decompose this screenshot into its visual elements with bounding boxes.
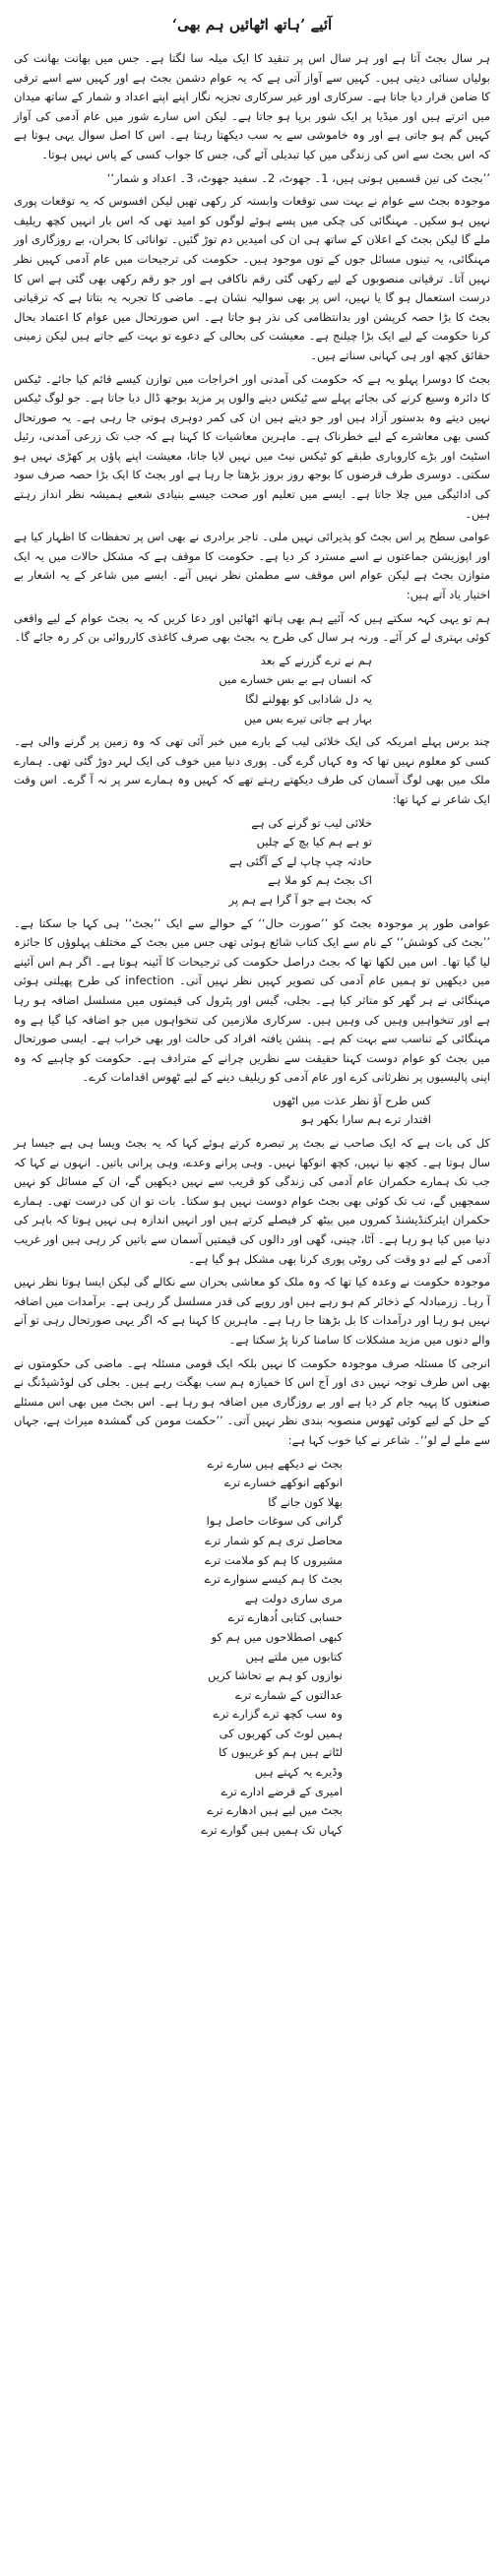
poem-line: بجٹ کا ہم کیسے سنوارے ترے (204, 1572, 343, 1587)
article-paragraph: ہر سال بجٹ آتا ہے اور ہر سال اس پر تنقید کا ایک میلہ سا لگتا ہے۔ جس میں بھانت بھانت کی بولیاں سنائی دیتی ہیں۔ کہیں سے آواز آتی ہے کہ یہ عوام دشمن بجٹ ہے اور کہیں سے اسے ترقی کا ضامن قرار دیا جاتا ہے۔ سرکاری اور غیر سرکاری تجزیہ نگار اپنے اپنے اعداد و شمار کے ساتھ میدان میں اترتے ہیں اور میڈیا پر ایک شور برپا ہو جاتا ہے۔ لیکن اس سارے شور میں عام آدمی کی آواز کہیں گم ہو جاتی ہے اور وہ خاموشی سے یہ سب دیکھتا رہتا ہے۔ اس کا اصل سوال یہی ہوتا ہے کہ اس بجٹ سے اس کی زندگی میں کیا تبدیلی آئے گی، جس کا جواب کسی کے پاس نہیں ہوتا۔ (14, 51, 490, 161)
poem-line: بہار ہے جاتی تیرے بس میں (243, 711, 372, 725)
poem-line: کس طرح آؤ نظر عذت میں اٹھوں (273, 1093, 431, 1107)
article-paragraph: بجٹ کا دوسرا پہلو یہ ہے کہ حکومت کی آمدنی اور اخراجات میں توازن کیسے قائم کیا جائے۔ ٹیکس کا دائرہ وسیع کرنے کی بجائے پہلے سے ٹیکس دینے والوں پر مزید بوجھ ڈال دیا جاتا ہے۔ جو لوگ ٹیکس نہیں دیتے وہ بدستور آزاد ہیں اور جو دیتے ہیں ان کی کمر دوہری ہوتی جا رہی ہے۔ یہ صورتحال کسی بھی معاشرے کے لیے خطرناک ہے۔ ماہرین معاشیات کا کہنا ہے کہ جب تک زرعی آمدنی، رئیل اسٹیٹ اور بڑے کاروباری طبقے کو ٹیکس نیٹ میں نہیں لایا جاتا، معیشت اپنے پاؤں پر کھڑی نہیں ہو سکتی۔ دوسری طرف قرضوں کا بوجھ روز بروز بڑھتا جا رہا ہے اور بجٹ کا ایک بڑا حصہ صرف سود کی ادائیگی میں چلا جاتا ہے۔ ایسے میں تعلیم اور صحت جیسے بنیادی شعبے ہمیشہ نظر انداز رہتے ہیں۔ (14, 371, 490, 521)
poem-line: حادثہ چپ چاپ لے کے آگئی ہے (228, 853, 372, 868)
poem-line: کتابوں میں ملتے ہیں (245, 1649, 343, 1664)
poem-line: نوازوں کو ہم بے تحاشا کریں (208, 1668, 343, 1683)
poem-line: بھلا کون جانے گا (268, 1494, 343, 1509)
poem-line: حسابی کتابی اُدھارے ترے (227, 1610, 343, 1625)
poem-line: بجٹ نے دیکھے ہیں سارے ترے (207, 1456, 343, 1471)
poem-line: انوکھے انوکھے خسارے ترے (223, 1476, 343, 1490)
poem-line: کہ انساں ہے بے بس خسارے میں (219, 672, 372, 687)
article-paragraph: عوامی سطح پر اس بجٹ کو پذیرائی نہیں ملی۔ تاجر برادری نے بھی اس پر تحفظات کا اظہار کیا ہے اور اپوزیشن جماعتوں نے اسے مسترد کر دیا ہے۔ حکومت کا موقف ہے کہ مشکل حالات میں یہ ایک متوازن بجٹ ہے لیکن عوام اس موقف سے مطمئن نظر نہیں آتے۔ ایسے میں شاعر کے یہ اشعار بے اختیار یاد آتے ہیں: (14, 530, 490, 602)
article-paragraph: کل کی بات ہے کہ ایک صاحب نے بجٹ پر تبصرہ کرتے ہوئے کہا کہ یہ بجٹ ویسا ہی ہے جیسا ہر سال ہوتا ہے۔ کچھ نیا نہیں، کچھ انوکھا نہیں۔ وہی پرانے وعدے، وہی پرانی باتیں۔ انہوں نے کہا کہ جب تک ہمارے حکمران عام آدمی کی زندگی کو قریب سے نہیں دیکھیں گے، ان کے مسائل کو نہیں سمجھیں گے، تب تک کوئی بھی بجٹ عوام دوست نہیں ہو سکتا۔ بات تو ان کی درست تھی۔ ہمارے حکمران ایئرکنڈیشنڈ کمروں میں بیٹھ کر فیصلے کرتے ہیں اور انہیں اندازہ ہی نہیں ہوتا کہ باہر کی دنیا میں کیا ہو رہا ہے۔ آٹا، چینی، گھی اور دالوں کی قیمتیں آسمان سے باتیں کر رہی ہیں اور غریب آدمی کے لیے دو وقت کی روٹی پوری کرنا بھی مشکل ہو گیا ہے۔ (14, 1136, 490, 1266)
article-paragraph: انرجی کا مسئلہ صرف موجودہ حکومت کا نہیں بلکہ ایک قومی مسئلہ ہے۔ ماضی کی حکومتوں نے بھی اس طرف توجہ نہیں دی اور آج اس کا خمیازہ ہم سب بھگت رہے ہیں۔ بجلی کی لوڈشیڈنگ نے صنعتوں کا پہیہ جام کر دیا ہے اور بے روزگاری میں اضافہ ہو رہا ہے۔ اس بجٹ میں بھی اس مسئلے کے حل کے لیے کوئی ٹھوس منصوبہ بندی نظر نہیں آتی۔ ’’حکمت مومن کی گمشدہ میراث ہے، جہاں سے ملے لے لو‘‘۔ شاعر نے کیا خوب کہا ہے: (14, 1355, 490, 1447)
poem-line: ہم نے ترے گزرنے کے بعد (260, 653, 372, 667)
poem-line: کہاں تک ہمیں ہیں گوارے ترے (201, 1822, 343, 1837)
poem-line: وڈیرے یہ کہتے ہیں (254, 1765, 343, 1780)
poem-line: مری ساری دولت ہے (244, 1591, 343, 1605)
poem-line: وہ سب کچھ ترے گزارے ترے (213, 1707, 343, 1722)
poem-line: گرانی کی سوغات حاصل ہوا (206, 1514, 343, 1529)
article-paragraph: عوامی طور پر موجودہ بجٹ کو ’’صورت حال‘‘ کے حوالے سے ایک ’’بجٹ‘‘ ہی کہا جا سکتا ہے۔ ’’بجٹ کی کوشش‘‘ کے نام سے ایک کتاب شائع ہوئی تھی جس میں بجٹ کے مختلف پہلوؤں کا جائزہ لیا گیا تھا۔ اس میں لکھا تھا کہ بجٹ دراصل حکومت کی ترجیحات کا آئینہ ہوتا ہے۔ اگر ہم اس آئینے میں دیکھیں تو ہمیں عام آدمی کی تصویر کہیں نظر نہیں آتی۔ infection کی طرح پھیلتی ہوئی مہنگائی نے ہر گھر کو متاثر کیا ہے۔ بجلی، گیس اور پٹرول کی قیمتوں میں مسلسل اضافہ ہو رہا ہے اور تنخواہیں وہیں کی وہیں ہیں۔ سرکاری ملازمین کی تنخواہوں میں جو اضافہ کیا گیا ہے وہ مہنگائی کے تناسب سے بہت کم ہے۔ پنشن یافتہ افراد کی حالت اور بھی خراب ہے۔ ایسی صورتحال میں بجٹ کو عوام دوست کہنا حقیقت سے نظریں چرانے کے مترادف ہے۔ حکومت کو چاہیے کہ وہ اپنی پالیسیوں پر نظرثانی کرے اور عام آدمی کو ریلیف دینے کے لیے ٹھوس اقدامات کرے۔ (14, 915, 490, 1085)
poem-line: یہ دل شادابی کو بھولنے لگا (245, 692, 372, 706)
article-paragraph: موجودہ حکومت نے وعدہ کیا تھا کہ وہ ملک کو معاشی بحران سے نکالے گی لیکن ایسا ہوتا نظر نہیں آ رہا۔ زرمبادلہ کے ذخائر کم ہو رہے ہیں اور روپے کی قدر مسلسل گر رہی ہے۔ برآمدات میں اضافہ نہیں ہو رہا اور درآمدات کا بل بڑھتا جا رہا ہے۔ ماہرین کا کہنا ہے کہ اگر یہی صورتحال رہی تو آنے والے دنوں میں مزید مشکلات کا سامنا کرنا پڑ سکتا ہے۔ (14, 1275, 490, 1347)
poem-line: کہ بجٹ ہے جو آ گرا ہے ہم پر (228, 892, 372, 907)
article-quote: ’’بجٹ کی تین قسمیں ہوتی ہیں، 1۔ جھوٹ، 2۔ سفید جھوٹ، 3۔ اعداد و شمار‘‘ (106, 170, 490, 185)
poem-line: اقتدار ترے ہم سارا بکھر ہو (301, 1112, 431, 1127)
poem-line: عدالتوں کے شمارے ترے (235, 1687, 343, 1702)
article-title: آئیے ’ہاتھ اٹھائیں ہم بھی‘ (171, 16, 333, 33)
poem-line: محاصل تری ہم کو شمار ترے (205, 1533, 343, 1547)
poem-line: مشیروں کا ہم کو ملامت ترے (204, 1552, 343, 1567)
poem-line: تو ہے ہم کیا بچ کے چلیں (256, 835, 372, 849)
article-paragraph: چند برس پہلے امریکہ کی ایک خلائی لیب کے بارے میں خبر آئی تھی کہ وہ زمین پر گرنے والی ہے۔ کسی کو معلوم نہیں تھا کہ وہ کہاں گرے گی۔ پوری دنیا میں خوف کی ایک لہر دوڑ گئی تھی۔ ہمارے ملک میں بھی لوگ آسمان کی طرف دیکھتے رہتے تھے کہ کہیں وہ ہمارے سر پر نہ آ گرے۔ اس وقت ایک شاعر نے کہا تھا: (14, 734, 490, 806)
poem-stanza (14, 1092, 490, 1130)
poem-line: بجٹ میں لیے ہیں ادھارے ترے (207, 1803, 343, 1818)
poem-ghazal (14, 1455, 490, 1841)
poem-line: امیری کے قرضے ادارے ترے (220, 1784, 343, 1798)
poem-line: اک بجٹ ہم کو ملا ہے (268, 873, 372, 888)
poem-line: کبھی اصطلاحوں میں ہم کو (211, 1629, 343, 1644)
poem-line: خلائی لیب تو گرنے کی ہے (251, 815, 372, 830)
poem-line: ہمیں لوٹ کی کھربوں کی (219, 1726, 343, 1740)
article-paragraph: موجودہ بجٹ سے عوام نے بہت سی توقعات وابستہ کر رکھی تھیں لیکن افسوس کہ یہ توقعات پوری نہیں ہو سکیں۔ مہنگائی کی چکی میں پسے ہوئے لوگوں کو امید تھی کہ اس بار انہیں کچھ ریلیف ملے گا لیکن بجٹ کے اعلان کے ساتھ ہی ان کی امیدیں دم توڑ گئیں۔ توانائی کا بحران، بے روزگاری اور مہنگائی، یہ تینوں مسائل جوں کے توں موجود ہیں۔ حکومت کی ترجیحات میں عام آدمی کہیں نظر نہیں آتا۔ ترقیاتی منصوبوں کے لیے رکھی گئی رقم ناکافی ہے اور جو رقم رکھی بھی گئی ہے اس کا درست استعمال ہو گا یا نہیں، اس پر بھی سوالیہ نشان ہے۔ ماضی کا تجربہ یہ بتاتا ہے کہ ترقیاتی بجٹ کا بڑا حصہ کرپشن اور بدانتظامی کی نذر ہو جاتا ہے۔ اس صورتحال میں عوام کا اعتماد بحال کرنا حکومت کے لیے ایک بڑا چیلنج ہے۔ معیشت کی بحالی کے دعوے تو بہت کیے جاتے ہیں لیکن زمینی حقائق کچھ اور ہی کہانی سناتے ہیں۔ (14, 194, 490, 362)
poem-stanza (14, 652, 490, 728)
article-paragraph: ہم تو یہی کہہ سکتے ہیں کہ آئیے ہم بھی ہاتھ اٹھائیں اور دعا کریں کہ یہ بجٹ عوام کے لیے واقعی کوئی بہتری لے کر آئے۔ ورنہ ہر سال کی طرح یہ بجٹ بھی صرف کاغذی کارروائی بن کر رہ جائے گا۔ (14, 610, 490, 645)
poem-line: لٹاتے ہیں ہم کو غریبوں کا (219, 1745, 343, 1760)
poem-stanza (14, 814, 490, 911)
